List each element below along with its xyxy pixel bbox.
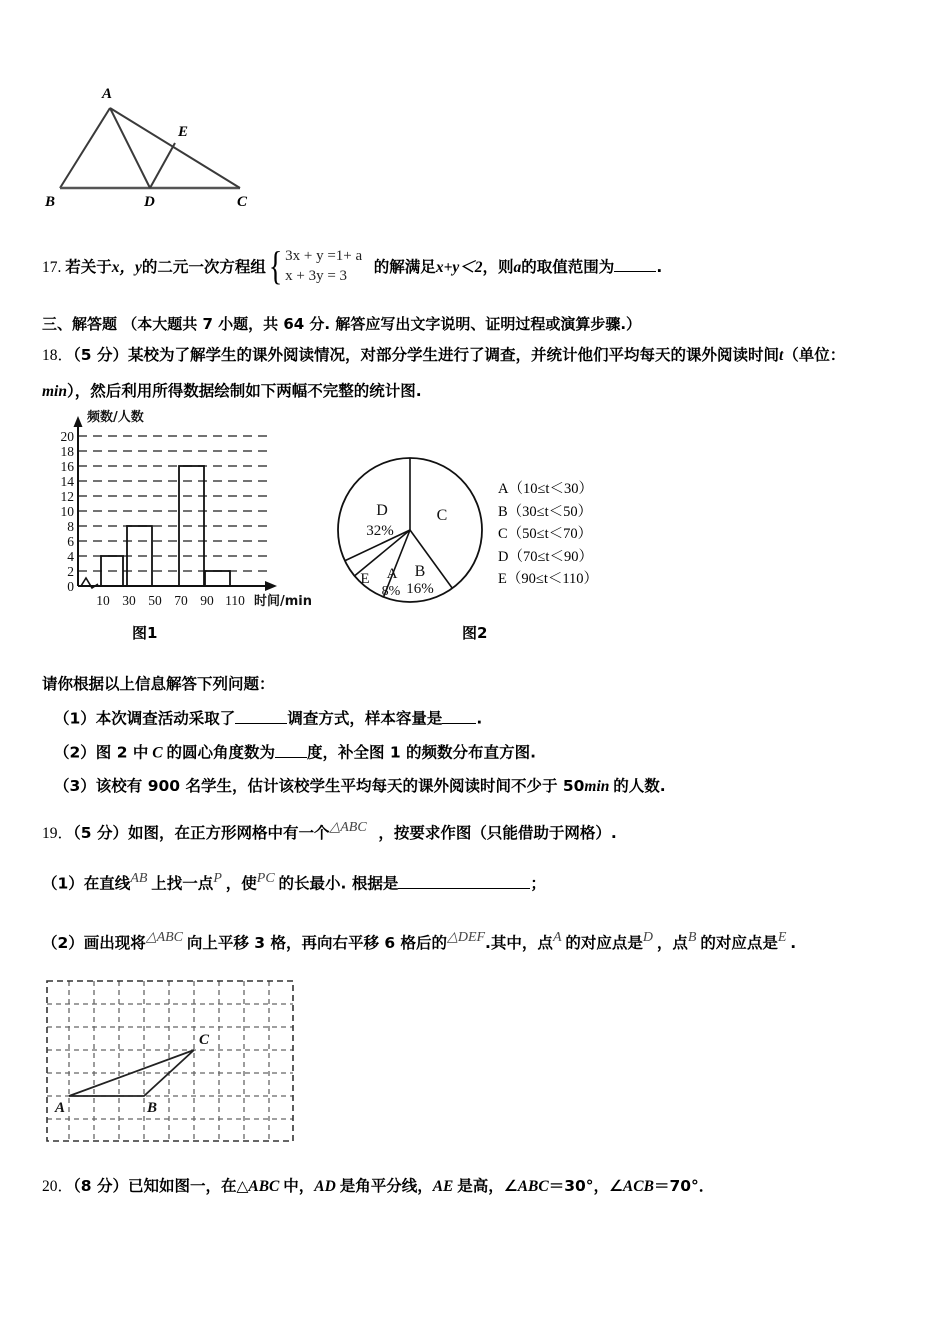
q18-t-var: t xyxy=(778,347,784,364)
bar-ytick-12: 12 xyxy=(60,489,74,504)
q18-sub2-b: 的圆心角度数为 xyxy=(166,743,275,762)
figure-label-e: E xyxy=(178,124,189,140)
q19-sub1-ab: AB xyxy=(130,870,148,886)
q19-triangle-abc: △ABC xyxy=(329,820,367,835)
bar-xtick-30: 30 xyxy=(122,593,136,608)
q19-score: （5 分） xyxy=(73,824,128,842)
q20-text-f: ＝70°． xyxy=(653,1177,715,1195)
q19-sub2-triangle-abc: △ABC xyxy=(145,930,184,945)
q19-sub1-pc: PC xyxy=(256,870,275,886)
q17-tail3: 的取值范围为 xyxy=(521,257,615,276)
figure-caption-1: 图1 xyxy=(132,624,158,642)
q18-sub2-c: 度，补全图 1 的频数分布直方图. xyxy=(306,743,536,762)
q18-sub2-label: （2） xyxy=(54,743,96,762)
legend-item-b: B（30≤t＜50） xyxy=(498,503,593,520)
question-18-stem-line2 xyxy=(42,380,934,403)
q19-a: 如图，在正方形网格中有一个 xyxy=(127,824,330,842)
bar-xtick-110: 110 xyxy=(225,593,245,608)
q18-line2b: ），然后利用所得数据绘制如下两幅不完整的统计图. xyxy=(66,382,422,400)
q18-sub-2 xyxy=(54,741,536,765)
q19-sub2-d: 的对应点是 xyxy=(565,934,643,952)
q19-sub2-b: 向上平移 3 格，再向右平移 6 格后的 xyxy=(186,934,448,952)
q19-sub2-f: 的对应点是 xyxy=(700,934,778,952)
bar-chart-ylabel: 频数/人数 xyxy=(87,410,144,425)
q18-sub2-blank[interactable] xyxy=(275,741,307,758)
question-20 xyxy=(42,1175,942,1198)
q18-sub-1 xyxy=(54,707,482,731)
bar-ytick-0: 0 xyxy=(67,579,74,594)
grid-label-c: C xyxy=(199,1032,210,1048)
bar-ytick-10: 10 xyxy=(60,504,74,519)
pie-chart-fig2 xyxy=(330,452,505,627)
question-18-stem xyxy=(42,344,934,367)
q17-equation-system xyxy=(266,243,363,289)
q18-min-unit: min xyxy=(42,383,67,400)
q19-sub2-point-a: A xyxy=(552,930,562,945)
figure-square-grid-triangle xyxy=(44,978,296,1144)
q17-number: 17. xyxy=(42,258,62,276)
pie-percent-b: 16% xyxy=(406,581,434,597)
q20-score: （8 分） xyxy=(73,1177,128,1195)
bar-ytick-18: 18 xyxy=(60,444,74,459)
q17-a-var: a xyxy=(513,258,522,276)
q17-eq1: 3x + y =1+ a xyxy=(285,248,363,264)
q17-eq2: x + 3y = 3 xyxy=(285,268,348,285)
q19-sub2-point-e: E xyxy=(777,930,787,945)
q18-sub-3 xyxy=(54,775,666,798)
pie-percent-d: 32% xyxy=(366,523,394,539)
bar-chart-xlabel: 时间/min xyxy=(253,594,313,609)
q18-sub1-label: （1） xyxy=(54,709,96,728)
q19-sub2-a: 画出现将 xyxy=(83,934,146,952)
q19-sub1-b: 上找一点 xyxy=(151,874,214,893)
pie-percent-a: 8% xyxy=(381,584,401,599)
grid-label-a: A xyxy=(55,1100,66,1116)
q19-sub2-e: ，点 xyxy=(656,934,688,952)
q19-sub1-e: ； xyxy=(530,874,546,893)
q18-sub2-c-var: C xyxy=(152,744,163,762)
q20-text-a: 已知如图一，在△ xyxy=(127,1177,249,1195)
bar-ytick-14: 14 xyxy=(60,474,74,489)
q19-sub1-c: ，使 xyxy=(225,874,257,893)
q19-sub-2 xyxy=(42,932,947,955)
q19-sub-1 xyxy=(42,872,546,896)
legend-item-a: A（10≤t＜30） xyxy=(498,481,593,497)
pie-label-e: E xyxy=(360,571,370,587)
q17-condition: x+y＜2 xyxy=(435,258,483,276)
bar-chart-fig1 xyxy=(45,408,325,643)
q17-lead: 若关于 xyxy=(65,257,112,276)
q18-sub1-blank-1[interactable] xyxy=(235,707,287,724)
q18-sub1-a: 本次调查活动采取了 xyxy=(95,709,236,728)
q19-sub2-point-d: D xyxy=(642,930,654,945)
q19-sub1-p: P xyxy=(213,870,222,886)
q19-sub2-c: .其中，点 xyxy=(485,934,553,952)
q18-sub1-c: . xyxy=(476,709,483,728)
question-19-stem xyxy=(42,822,617,845)
q19-sub2-triangle-def: △DEF xyxy=(447,930,486,945)
figure-label-a: A xyxy=(102,86,113,102)
q20-ad: AD xyxy=(314,1178,336,1195)
pie-label-c: C xyxy=(436,507,448,524)
figure-label-c: C xyxy=(237,194,248,210)
figure-caption-2: 图2 xyxy=(462,624,488,642)
bar-ytick-8: 8 xyxy=(67,519,74,534)
q19-sub1-a: 在直线 xyxy=(83,874,131,893)
q19-sub2-label: （2） xyxy=(42,934,84,952)
q19-sub1-d: 的长最小. 根据是 xyxy=(278,874,399,893)
q18-sub3-unit: min xyxy=(584,778,610,795)
legend-item-e: E（90≤t＜110） xyxy=(498,571,599,587)
pie-label-b: B xyxy=(414,563,426,580)
bar-ytick-16: 16 xyxy=(60,459,74,474)
q19-number: 19． xyxy=(42,825,74,842)
q18-line1b: （单位： xyxy=(783,346,846,364)
bar-xtick-70: 70 xyxy=(174,593,188,608)
q18-sub1-blank-2[interactable] xyxy=(442,707,476,724)
pie-label-d: D xyxy=(376,502,388,519)
q18-sub2-a: 图 2 中 xyxy=(95,743,149,762)
q18-score: （5 分） xyxy=(73,346,128,364)
q20-text-b: 中， xyxy=(283,1177,315,1195)
q18-number: 18． xyxy=(42,347,74,364)
q20-abc-2: ABC xyxy=(517,1178,549,1195)
q20-ae: AE xyxy=(432,1178,454,1195)
q17-tail2: ，则 xyxy=(482,257,514,276)
bar-ytick-20: 20 xyxy=(60,429,74,444)
q17-tail1: 的解满足 xyxy=(373,257,436,276)
question-17 xyxy=(42,243,922,289)
bar-ytick-4: 4 xyxy=(67,549,74,564)
q17-vars: x，y xyxy=(111,258,142,276)
q17-answer-blank[interactable] xyxy=(614,255,656,272)
brace-icon: { xyxy=(268,243,283,289)
q20-acb: ACB xyxy=(622,1178,654,1195)
bar-xtick-90: 90 xyxy=(200,593,214,608)
q19-b: ，按要求作图（只能借助于网格）. xyxy=(378,824,617,842)
section-heading-3: 三、解答题 （本大题共 7 小题，共 64 分. 解答应写出文字说明、证明过程或演算步骤.） xyxy=(42,315,642,333)
q19-sub1-blank[interactable] xyxy=(398,872,530,889)
legend-item-d: D（70≤t＜90） xyxy=(498,548,593,565)
pie-chart-legend xyxy=(498,478,598,591)
q17-period: . xyxy=(656,257,663,276)
bar-xtick-50: 50 xyxy=(148,593,162,608)
bar-ytick-2: 2 xyxy=(67,564,74,579)
figure-triangle-abc-de xyxy=(40,78,330,213)
q20-text-c: 是角平分线， xyxy=(339,1177,433,1195)
figure-label-d: D xyxy=(144,194,155,210)
q20-abc: ABC xyxy=(248,1178,280,1195)
q20-number: 20． xyxy=(42,1178,74,1195)
q18-sub3-label: （3） xyxy=(54,777,96,795)
q18-sub3-a: 该校有 900 名学生，估计该校学生平均每天的课外阅读时间不少于 50 xyxy=(95,777,585,795)
q18-line1a: 某校为了解学生的课外阅读情况，对部分学生进行了调查，并统计他们平均每天的课外阅读时间 xyxy=(127,346,779,364)
q19-sub2-point-b: B xyxy=(687,930,697,945)
q17-mid: 的二元一次方程组 xyxy=(141,257,266,276)
pie-label-a: A xyxy=(386,566,398,582)
bar-xtick-10: 10 xyxy=(96,593,110,608)
bar-ytick-6: 6 xyxy=(67,534,74,549)
q18-prompt: 请你根据以上信息解答下列问题： xyxy=(42,675,275,693)
q20-text-e: ＝30°，∠ xyxy=(548,1177,623,1195)
q20-text-d: 是高，∠ xyxy=(457,1177,518,1195)
grid-label-b: B xyxy=(147,1100,158,1116)
legend-item-c: C（50≤t＜70） xyxy=(498,526,593,542)
q19-sub2-g: . xyxy=(790,934,797,952)
q19-sub1-label: （1） xyxy=(42,874,84,893)
q18-sub3-b: 的人数. xyxy=(613,777,666,795)
figure-label-b: B xyxy=(45,194,56,210)
q18-sub1-b: 调查方式，样本容量是 xyxy=(287,709,443,728)
